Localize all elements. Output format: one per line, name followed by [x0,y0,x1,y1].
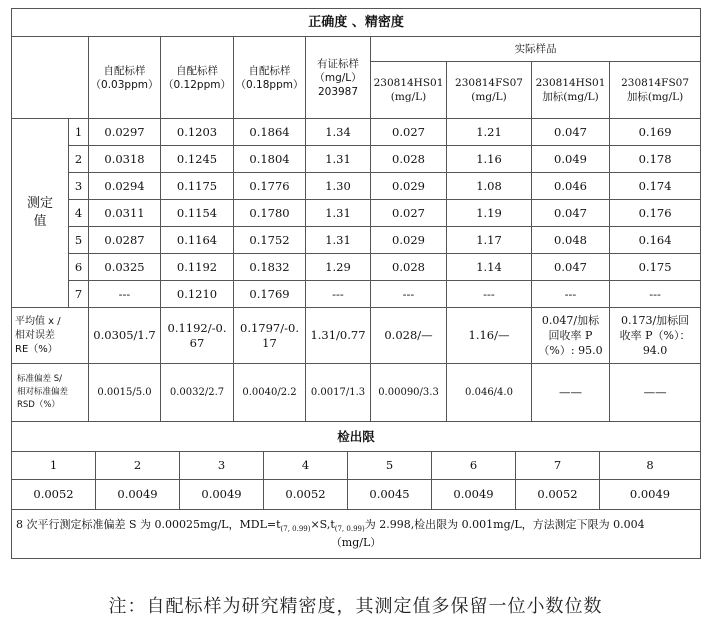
row-index: 4 [69,200,89,227]
table-cell: 0.0040/2.2 [234,364,306,422]
col-header-certified: 有证标样 （mg/L） 203987 [306,37,371,119]
table-cell: 0.047/加标 回收率 P （%）: 95.0 [532,308,610,364]
table-cell: 1.19 [447,200,532,227]
table-cell: 0.0297 [89,119,161,146]
table-cell: 1.08 [447,173,532,200]
table-cell: --- [532,281,610,308]
header-corner [12,37,89,119]
std-dev-label: 标准偏差 S/ 相对标准偏差 RSD（%） [12,364,89,422]
lod-note: 8 次平行测定标准偏差 S 为 0.00025mg/L，$MDL=t_{(7, 0.99)}\times S,t_{(7, 0.99)}$为 2.998,检出限为 0.001mg/L，方法测定下限为 0.004 （mg/L） [12,510,701,559]
table-cell: —— [610,364,701,422]
table-cell: --- [610,281,701,308]
lod-index: 7 [516,452,600,480]
table-cell: 0.1192 [161,254,234,281]
table-cell: 0.046/4.0 [447,364,532,422]
accuracy-precision-table [11,8,701,422]
table-cell: 0.049 [532,146,610,173]
lod-value: 0.0049 [180,480,264,510]
lod-index: 1 [12,452,96,480]
table-row [12,200,701,227]
table-cell: 0.178 [610,146,701,173]
lod-index: 3 [180,452,264,480]
table-cell: 0.1804 [234,146,306,173]
row-index: 2 [69,146,89,173]
lod-value: 0.0045 [348,480,432,510]
detection-limit-table [11,421,701,559]
table-cell: 0.027 [371,119,447,146]
std-dev-row [12,364,701,422]
table-row [12,173,701,200]
table-cell: 0.0032/2.7 [161,364,234,422]
table-cell: 0.047 [532,254,610,281]
row-index: 1 [69,119,89,146]
table-cell: 0.1797/-0. 17 [234,308,306,364]
table-cell: 0.174 [610,173,701,200]
table-cell: 0.028/— [371,308,447,364]
row-index: 7 [69,281,89,308]
table-cell: 0.1864 [234,119,306,146]
table-cell: 0.046 [532,173,610,200]
table-cell: 0.164 [610,227,701,254]
lod-value: 0.0052 [264,480,348,510]
header-actual-samples: 实际样品 [371,37,701,62]
table-cell: 0.1175 [161,173,234,200]
footnote-caption: 注：自配标样为研究精密度，其测定值多保留一位小数位数 [108,596,603,617]
table-cell: 0.1245 [161,146,234,173]
table-cell: 0.1832 [234,254,306,281]
table-cell: 0.1752 [234,227,306,254]
table-cell: 0.1769 [234,281,306,308]
table-cell: 0.029 [371,227,447,254]
table-cell: --- [306,281,371,308]
table-cell: 0.029 [371,173,447,200]
table-cell: 0.176 [610,200,701,227]
table-cell: 0.047 [532,200,610,227]
table-cell: 1.34 [306,119,371,146]
col-header-std-012: 自配标样 （0.12ppm） [161,37,234,119]
table-cell: 0.027 [371,200,447,227]
row-index: 5 [69,227,89,254]
table-cell: 1.16/— [447,308,532,364]
lod-title: 检出限 [12,422,701,452]
table-cell: 1.31 [306,146,371,173]
table-cell: —— [532,364,610,422]
table-cell: 0.0017/1.3 [306,364,371,422]
table-cell: 0.1203 [161,119,234,146]
table-cell: 0.00090/3.3 [371,364,447,422]
col-header-fs07-spiked: 230814FS07 加标(mg/L) [610,62,701,119]
table-cell: 0.169 [610,119,701,146]
lod-index: 5 [348,452,432,480]
table-cell: 1.31 [306,200,371,227]
row-index: 6 [69,254,89,281]
table-cell: 0.0305/1.7 [89,308,161,364]
table-cell: 0.1154 [161,200,234,227]
table-cell: 1.17 [447,227,532,254]
table-cell: --- [371,281,447,308]
table-cell: 0.0287 [89,227,161,254]
lod-index: 4 [264,452,348,480]
table-cell: 1.31 [306,227,371,254]
lod-index: 6 [432,452,516,480]
table-cell: 0.0294 [89,173,161,200]
col-header-std-018: 自配标样 （0.18ppm） [234,37,306,119]
table-cell: --- [447,281,532,308]
table-cell: 1.31/0.77 [306,308,371,364]
table-cell: 0.048 [532,227,610,254]
table-cell: 0.0318 [89,146,161,173]
lod-value: 0.0049 [432,480,516,510]
col-header-fs07: 230814FS07 (mg/L) [447,62,532,119]
col-header-hs01-spiked: 230814HS01 加标(mg/L) [532,62,610,119]
table-row [12,146,701,173]
table-cell: 0.0311 [89,200,161,227]
table-cell: 0.1164 [161,227,234,254]
table-cell: 1.30 [306,173,371,200]
col-header-hs01: 230814HS01 (mg/L) [371,62,447,119]
table-cell: 0.1780 [234,200,306,227]
average-label: 平均值 x / 相对误差 RE（%） [12,308,89,364]
table-row [12,254,701,281]
table-row [12,281,701,308]
table-row [12,227,701,254]
table-cell: 0.028 [371,254,447,281]
lod-index: 2 [96,452,180,480]
col-header-std-003: 自配标样 （0.03ppm） [89,37,161,119]
table-cell: 0.047 [532,119,610,146]
table-cell: 0.0325 [89,254,161,281]
table-cell: 0.1776 [234,173,306,200]
table-cell: 0.1210 [161,281,234,308]
table-title: 正确度 、精密度 [12,9,701,37]
table-cell: 0.028 [371,146,447,173]
table-cell: 0.1192/-0. 67 [161,308,234,364]
table-cell: 0.0015/5.0 [89,364,161,422]
measure-label: 测定 值 [12,119,69,308]
table-row [12,119,701,146]
lod-value: 0.0052 [516,480,600,510]
lod-value: 0.0049 [600,480,701,510]
table-cell: 0.175 [610,254,701,281]
average-row [12,308,701,364]
table-cell: 1.14 [447,254,532,281]
lod-index: 8 [600,452,701,480]
table-cell: 1.16 [447,146,532,173]
table-cell: --- [89,281,161,308]
lod-value: 0.0052 [12,480,96,510]
row-index: 3 [69,173,89,200]
lod-value: 0.0049 [96,480,180,510]
report-container [11,8,700,559]
table-cell: 1.21 [447,119,532,146]
table-cell: 1.29 [306,254,371,281]
table-cell: 0.173/加标回 收率 P（%）： 94.0 [610,308,701,364]
